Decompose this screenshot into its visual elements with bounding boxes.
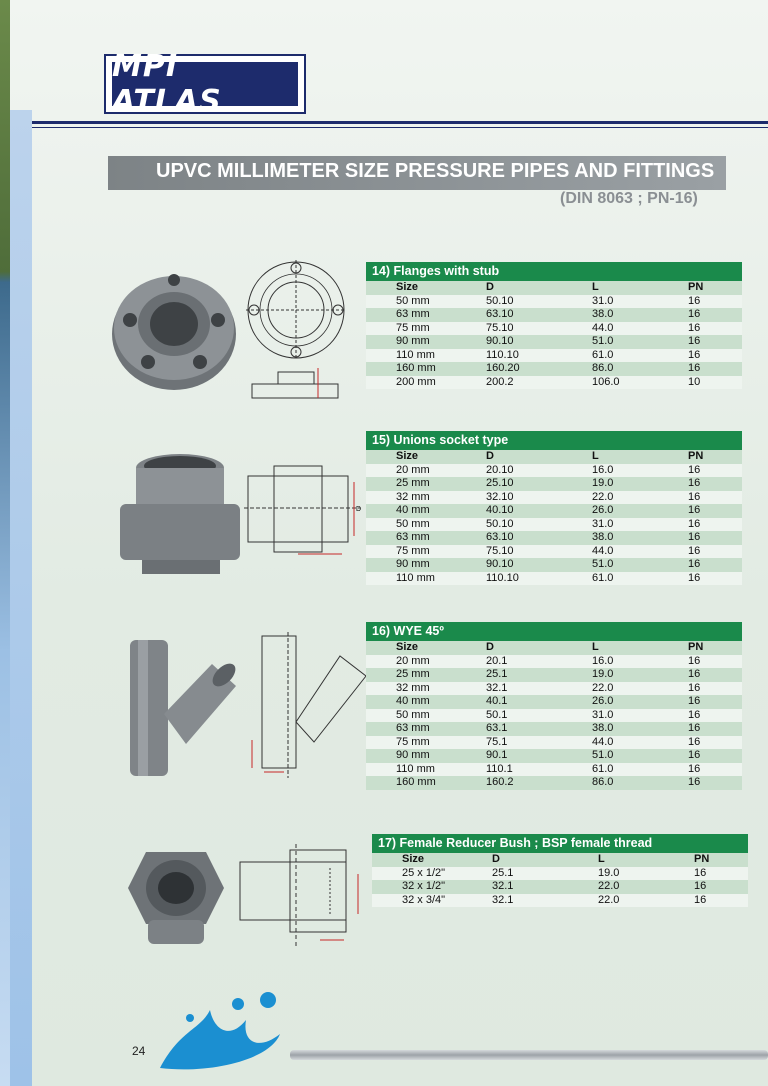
cell-l: 19.0: [592, 477, 614, 489]
cell-d: 110.1: [486, 762, 513, 775]
flange-photo: [108, 268, 244, 392]
col-size: Size: [396, 641, 419, 653]
cell-l: 86.0: [592, 362, 614, 374]
cell-size: 75 mm: [396, 735, 430, 748]
col-pn: PN: [694, 853, 710, 865]
cell-d: 40.1: [486, 695, 508, 707]
cell-pn: 16: [688, 571, 701, 584]
cell-l: 44.0: [592, 321, 614, 334]
table-row: [366, 518, 742, 532]
table-row: [366, 362, 742, 376]
cell-pn: 16: [688, 504, 701, 516]
cell-size: 40 mm: [396, 504, 430, 516]
table-row: [366, 776, 742, 790]
page-number: 24: [132, 1044, 146, 1058]
cell-pn: 16: [688, 654, 701, 667]
cell-l: 44.0: [592, 544, 614, 557]
cell-d: 25.10: [486, 477, 514, 489]
cell-pn: 16: [688, 362, 701, 374]
flange-drawing: [246, 258, 356, 408]
cell-size: 110 mm: [396, 348, 435, 361]
table-heading: 16) WYE 45º: [366, 622, 742, 641]
col-size: Size: [396, 450, 419, 462]
page-title: UPVC MILLIMETER SIZE PRESSURE PIPES AND FITTINGS: [156, 160, 715, 182]
cell-l: 31.0: [592, 708, 614, 721]
cell-l: 61.0: [592, 348, 614, 361]
col-size: Size: [396, 281, 419, 293]
col-pn: PN: [688, 281, 704, 293]
cell-l: 16.0: [592, 654, 614, 667]
table-row: [366, 504, 742, 518]
table-row: [366, 655, 742, 669]
cell-d: 75.10: [486, 544, 514, 557]
table-row: [366, 545, 742, 559]
header-rule-thin: [32, 127, 768, 128]
table-row: [366, 531, 742, 545]
column-header-row: [372, 853, 748, 867]
cell-l: 38.0: [592, 308, 614, 320]
column-header-row: [366, 641, 742, 655]
table-unions: [366, 431, 742, 585]
cell-l: 44.0: [592, 735, 614, 748]
cell-d: 32.1: [492, 880, 514, 892]
table-row: [372, 880, 748, 894]
cell-d: 63.1: [486, 722, 508, 734]
cell-l: 31.0: [592, 294, 614, 307]
table-row: [366, 722, 742, 736]
cell-size: 25 x 1/2": [402, 866, 446, 879]
table-row: [372, 894, 748, 908]
cell-l: 22.0: [598, 880, 620, 892]
table-row: [366, 295, 742, 309]
cell-pn: 16: [688, 776, 701, 788]
table-row: [366, 308, 742, 322]
cell-d: 20.1: [486, 654, 508, 667]
cell-pn: 16: [688, 321, 701, 334]
cell-l: 22.0: [598, 893, 620, 906]
cell-size: 25 mm: [396, 668, 430, 680]
cell-size: 32 mm: [396, 681, 430, 694]
reducer-bush-photo: [126, 846, 226, 950]
cell-size: 110 mm: [396, 762, 435, 775]
cell-d: 50.1: [486, 708, 508, 721]
cell-d: 32.1: [492, 893, 514, 906]
cell-size: 200 mm: [396, 375, 436, 388]
cell-size: 63 mm: [396, 308, 430, 320]
cell-d: 75.1: [486, 735, 508, 748]
table-row: [366, 558, 742, 572]
brand-logo: [104, 49, 306, 119]
cell-d: 160.2: [486, 776, 514, 788]
col-d: D: [492, 853, 500, 865]
cell-d: 90.10: [486, 558, 514, 570]
cell-d: 63.10: [486, 531, 514, 543]
cell-pn: 16: [688, 463, 701, 476]
col-l: L: [592, 450, 599, 462]
table-row: [366, 491, 742, 505]
cell-d: 63.10: [486, 308, 514, 320]
cell-l: 22.0: [592, 681, 614, 694]
cell-size: 90 mm: [396, 335, 430, 347]
cell-size: 110 mm: [396, 571, 435, 584]
cell-pn: 16: [688, 735, 701, 748]
table-row: [366, 322, 742, 336]
title-bar: [108, 156, 726, 190]
cell-d: 160.20: [486, 362, 520, 374]
cell-pn: 16: [688, 294, 701, 307]
cell-d: 25.1: [492, 866, 514, 879]
cell-size: 20 mm: [396, 463, 430, 476]
cell-size: 50 mm: [396, 708, 430, 721]
table-wye: [366, 622, 742, 790]
page-subtitle: (DIN 8063 ; PN-16): [560, 190, 698, 207]
col-l: L: [598, 853, 605, 865]
cell-l: 38.0: [592, 722, 614, 734]
brand-logo-text: MPI ATLAS: [112, 62, 298, 106]
footer-pipe-line: [290, 1050, 768, 1060]
table-row: [366, 682, 742, 696]
cell-pn: 16: [688, 517, 701, 530]
cell-l: 19.0: [592, 668, 614, 680]
wye-photo: [124, 636, 242, 780]
cell-size: 63 mm: [396, 722, 430, 734]
table-row: [366, 477, 742, 491]
header-rule: [32, 121, 768, 124]
table-row: [366, 349, 742, 363]
col-l: L: [592, 281, 599, 293]
table-row: [366, 736, 742, 750]
drawing-label-d: D: [356, 506, 362, 513]
union-drawing: [244, 462, 362, 572]
cell-size: 75 mm: [396, 321, 430, 334]
cell-pn: 10: [688, 375, 701, 388]
cell-pn: 16: [688, 544, 701, 557]
table-row: [366, 749, 742, 763]
cell-pn: 16: [688, 722, 701, 734]
water-splash-icon: [150, 990, 290, 1074]
column-header-row: [366, 281, 742, 295]
table-row: [366, 668, 742, 682]
column-header-row: [366, 450, 742, 464]
cell-pn: 16: [688, 749, 701, 761]
table-row: [366, 572, 742, 586]
table-flanges: [366, 262, 742, 389]
cell-l: 26.0: [592, 695, 614, 707]
table-reducer-bush: [372, 834, 748, 907]
col-pn: PN: [688, 641, 704, 653]
cell-size: 20 mm: [396, 654, 430, 667]
table-heading: 17) Female Reducer Bush ; BSP female thread: [372, 834, 748, 853]
cell-pn: 16: [688, 708, 701, 721]
cell-size: 160 mm: [396, 776, 436, 788]
table-row: [366, 376, 742, 390]
cell-d: 32.10: [486, 490, 514, 503]
cell-pn: 16: [694, 893, 707, 906]
cell-l: 51.0: [592, 749, 614, 761]
table-row: [366, 335, 742, 349]
col-d: D: [486, 281, 494, 293]
cell-pn: 16: [688, 531, 701, 543]
table-heading: 15) Unions socket type: [366, 431, 742, 450]
cell-size: 63 mm: [396, 531, 430, 543]
left-photo-strip: [0, 0, 10, 1086]
cell-size: 90 mm: [396, 749, 430, 761]
table-row: [372, 867, 748, 881]
table-row: [366, 709, 742, 723]
cell-d: 50.10: [486, 517, 514, 530]
cell-pn: 16: [688, 681, 701, 694]
left-blue-band: [10, 110, 32, 1086]
reducer-bush-drawing: [234, 844, 366, 950]
cell-d: 200.2: [486, 375, 514, 388]
cell-d: 90.10: [486, 335, 514, 347]
cell-pn: 16: [688, 348, 701, 361]
table-row: [366, 464, 742, 478]
cell-l: 38.0: [592, 531, 614, 543]
wye-drawing: [244, 632, 368, 782]
cell-pn: 16: [688, 558, 701, 570]
table-row: [366, 695, 742, 709]
cell-l: 86.0: [592, 776, 614, 788]
cell-d: 20.10: [486, 463, 514, 476]
cell-l: 22.0: [592, 490, 614, 503]
cell-size: 32 x 1/2": [402, 880, 446, 892]
cell-pn: 16: [694, 880, 707, 892]
col-d: D: [486, 450, 494, 462]
cell-size: 40 mm: [396, 695, 430, 707]
cell-pn: 16: [688, 308, 701, 320]
cell-d: 25.1: [486, 668, 508, 680]
col-d: D: [486, 641, 494, 653]
cell-pn: 16: [688, 668, 701, 680]
cell-pn: 16: [688, 762, 701, 775]
table-heading: 14) Flanges with stub: [366, 262, 742, 281]
union-photo: [112, 448, 242, 578]
cell-l: 61.0: [592, 762, 614, 775]
cell-d: 110.10: [486, 571, 519, 584]
cell-size: 75 mm: [396, 544, 430, 557]
cell-size: 50 mm: [396, 517, 430, 530]
cell-size: 25 mm: [396, 477, 430, 489]
cell-size: 32 x 3/4": [402, 893, 446, 906]
cell-size: 32 mm: [396, 490, 430, 503]
cell-d: 75.10: [486, 321, 514, 334]
col-l: L: [592, 641, 599, 653]
cell-l: 16.0: [592, 463, 614, 476]
cell-size: 50 mm: [396, 294, 430, 307]
cell-d: 110.10: [486, 348, 519, 361]
cell-size: 160 mm: [396, 362, 436, 374]
cell-pn: 16: [694, 866, 707, 879]
cell-pn: 16: [688, 477, 701, 489]
cell-l: 19.0: [598, 866, 620, 879]
cell-d: 90.1: [486, 749, 508, 761]
cell-l: 31.0: [592, 517, 614, 530]
cell-pn: 16: [688, 335, 701, 347]
cell-l: 51.0: [592, 558, 614, 570]
col-size: Size: [402, 853, 425, 865]
cell-pn: 16: [688, 490, 701, 503]
cell-d: 40.10: [486, 504, 514, 516]
cell-size: 90 mm: [396, 558, 430, 570]
col-pn: PN: [688, 450, 704, 462]
cell-d: 50.10: [486, 294, 514, 307]
cell-pn: 16: [688, 695, 701, 707]
cell-l: 51.0: [592, 335, 614, 347]
cell-d: 32.1: [486, 681, 508, 694]
cell-l: 61.0: [592, 571, 614, 584]
cell-l: 106.0: [592, 375, 620, 388]
table-row: [366, 763, 742, 777]
cell-l: 26.0: [592, 504, 614, 516]
